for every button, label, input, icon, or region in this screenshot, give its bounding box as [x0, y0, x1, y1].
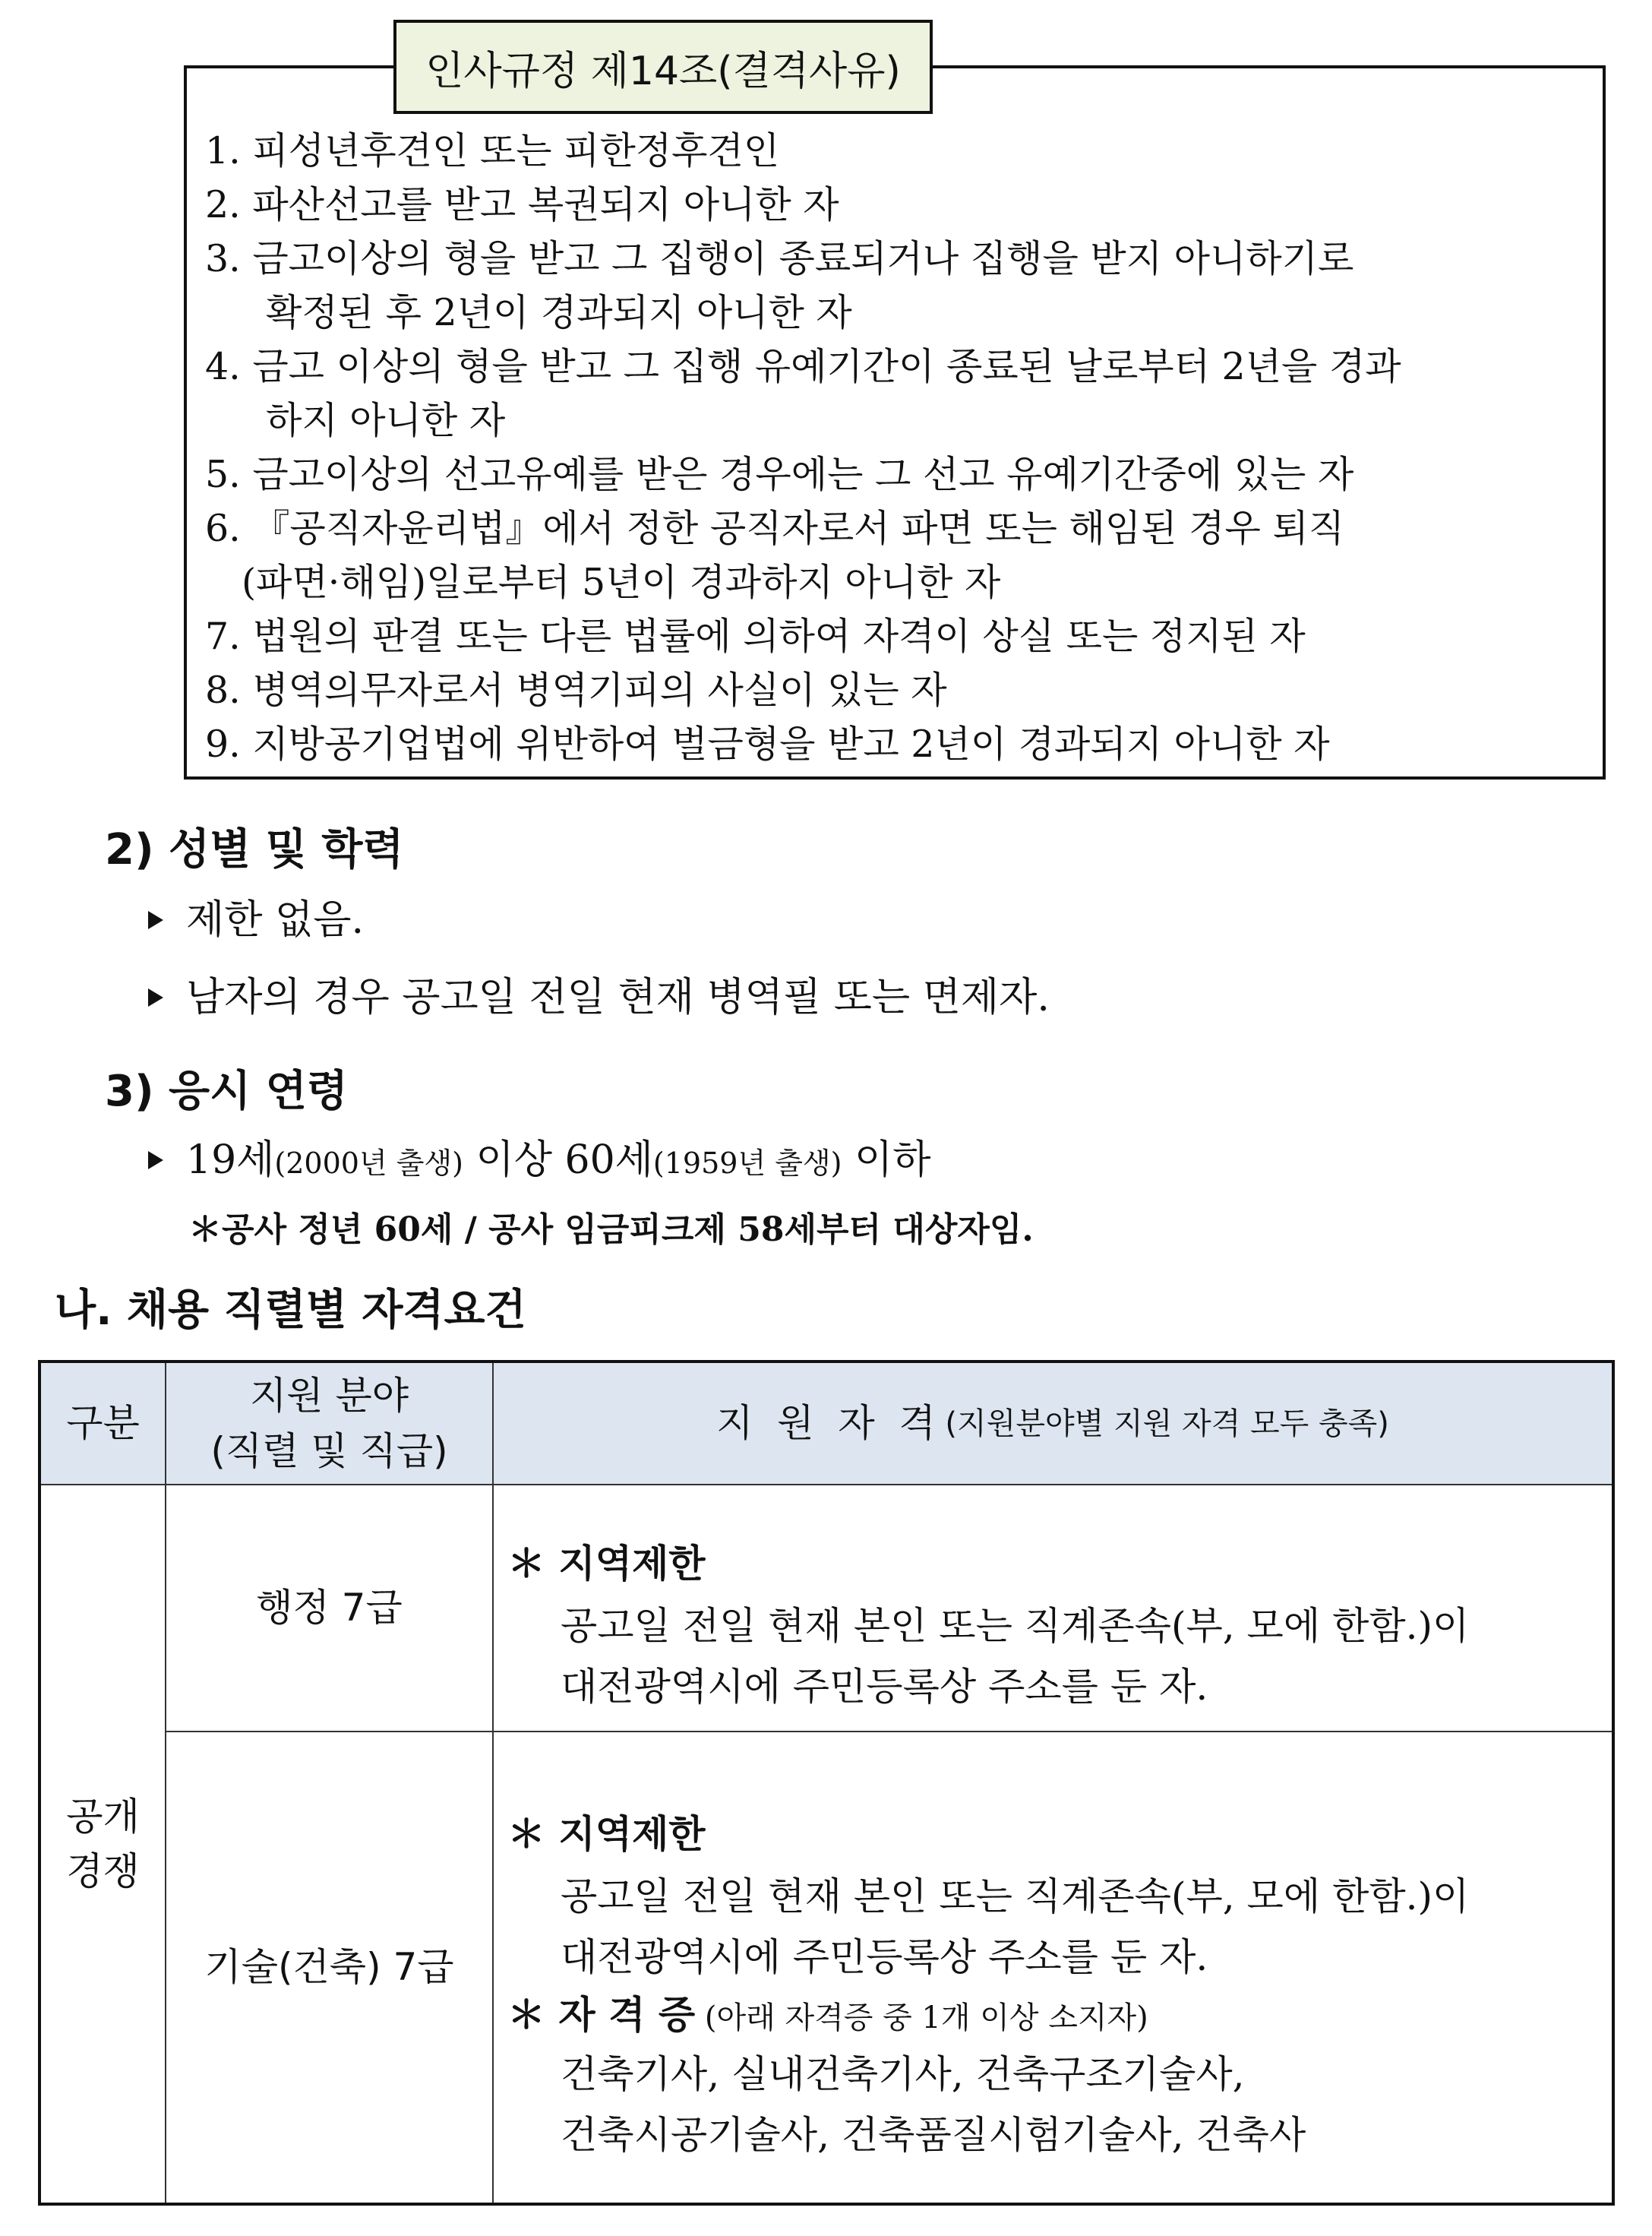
- section-2-bullet-2: [148, 965, 1050, 1022]
- bullet-text: 제한 없음.: [186, 897, 364, 943]
- age-range-row: [148, 1127, 930, 1184]
- rule-line-3: 3. 금고이상의 형을 받고 그 집행이 종료되거나 집행을 받지 아니하기로: [205, 237, 1354, 280]
- section-2-bullet-1: [148, 887, 364, 944]
- rule-line-9: 9. 지방공기업법에 위반하여 벌금형을 받고 2년이 경과되지 아니한 자: [205, 723, 1330, 766]
- table-divider: [492, 1363, 494, 2203]
- header-category: [41, 1363, 165, 1484]
- triangle-bullet-icon: [148, 911, 163, 929]
- triangle-bullet-icon: [148, 988, 163, 1007]
- row-1-region-line1: 공고일 전일 현재 본인 또는 직계존속(부, 모에 한함.)이: [561, 1604, 1470, 1648]
- header-field: [166, 1363, 492, 1484]
- rule-line-6-cont: (파면·해임)일로부터 5년이 경과하지 아니한 자: [242, 561, 1001, 604]
- rule-box-title: 인사규정 제14조(결격사유): [393, 20, 933, 114]
- table-row-2-field: [166, 1732, 492, 2203]
- row-2-cert-line2: 건축시공기술사, 건축품질시험기술사, 건축사: [561, 2113, 1306, 2157]
- header-qualification: [494, 1363, 1612, 1484]
- rule-line-6: 6. 『공직자윤리법』에서 정한 공직자로서 파면 또는 해임된 경우 퇴직: [205, 507, 1345, 550]
- header-category-label: 구분: [66, 1401, 140, 1446]
- header-field-line1: 지원 분야: [249, 1374, 409, 1418]
- rule-line-7: 7. 법원의 판결 또는 다른 법률에 의하여 자격이 상실 또는 정지된 자: [205, 615, 1306, 658]
- group-line2: 경쟁: [66, 1849, 140, 1893]
- row-2-cert-row: [507, 1985, 1148, 2039]
- rule-line-1: 1. 피성년후견인 또는 피한정후견인: [205, 129, 780, 172]
- rule-line-3-cont: 확정된 후 2년이 경과되지 아니한 자: [266, 291, 852, 334]
- row-2-cert-note: (아래 자격증 중 1개 이상 소지자): [695, 2000, 1148, 2035]
- age-max: 60세: [564, 1137, 653, 1183]
- age-note: ＊공사 정년 60세 / 공사 임금피크제 58세부터 대상자임.: [188, 1210, 1034, 1249]
- age-min-suffix: 이상: [463, 1137, 565, 1183]
- row-2-region-line1: 공고일 전일 현재 본인 또는 직계존속(부, 모에 한함.)이: [561, 1874, 1470, 1918]
- field-label: 기술(건축) 7급: [204, 1945, 454, 1990]
- bullet-text: 남자의 경우 공고일 전일 현재 병역필 또는 면제자.: [186, 975, 1050, 1020]
- row-1-region-line2: 대전광역시에 주민등록상 주소를 둔 자.: [561, 1665, 1208, 1709]
- rule-line-8: 8. 병역의무자로서 병역기피의 사실이 있는 자: [205, 669, 947, 712]
- section-3-heading: 3) 응시 연령: [105, 1067, 348, 1116]
- header-qualification-label: 지 원 자 격: [716, 1401, 936, 1446]
- row-2-region-title: ＊ 지역제한: [507, 1812, 706, 1856]
- table-row-1-field: [166, 1485, 492, 1731]
- rule-line-4: 4. 금고 이상의 형을 받고 그 집행 유예기간이 종료된 날로부터 2년을 경과: [205, 345, 1401, 388]
- age-max-note: (1959년 출생): [652, 1146, 842, 1180]
- row-2-cert-title: ＊ 자 격 증: [507, 1993, 696, 2037]
- row-2-region-line2: 대전광역시에 주민등록상 주소를 둔 자.: [561, 1935, 1208, 1979]
- rule-line-5: 5. 금고이상의 선고유예를 받은 경우에는 그 선고 유예기간중에 있는 자: [205, 453, 1354, 496]
- row-2-cert-line1: 건축기사, 실내건축기사, 건축구조기술사,: [561, 2052, 1245, 2096]
- row-1-region-title: ＊ 지역제한: [507, 1542, 706, 1586]
- triangle-bullet-icon: [148, 1151, 163, 1169]
- section-na-heading: 나. 채용 직렬별 자격요건: [55, 1286, 526, 1335]
- rule-line-4-cont: 하지 아니한 자: [266, 399, 506, 442]
- age-min: 19세: [186, 1137, 275, 1183]
- section-2-heading: 2) 성별 및 학력: [105, 825, 404, 874]
- group-open-competition: [41, 1485, 165, 2203]
- rule-line-2: 2. 파산선고를 받고 복권되지 아니한 자: [205, 183, 839, 226]
- field-label: 행정 7급: [256, 1586, 403, 1630]
- age-max-suffix: 이하: [842, 1137, 931, 1183]
- group-line1: 공개: [66, 1794, 140, 1839]
- header-qualification-note: (지원분야별 지원 자격 모두 충족): [935, 1406, 1389, 1441]
- age-min-note: (2000년 출생): [274, 1146, 463, 1180]
- header-field-line2: (직렬 및 직급): [210, 1428, 448, 1473]
